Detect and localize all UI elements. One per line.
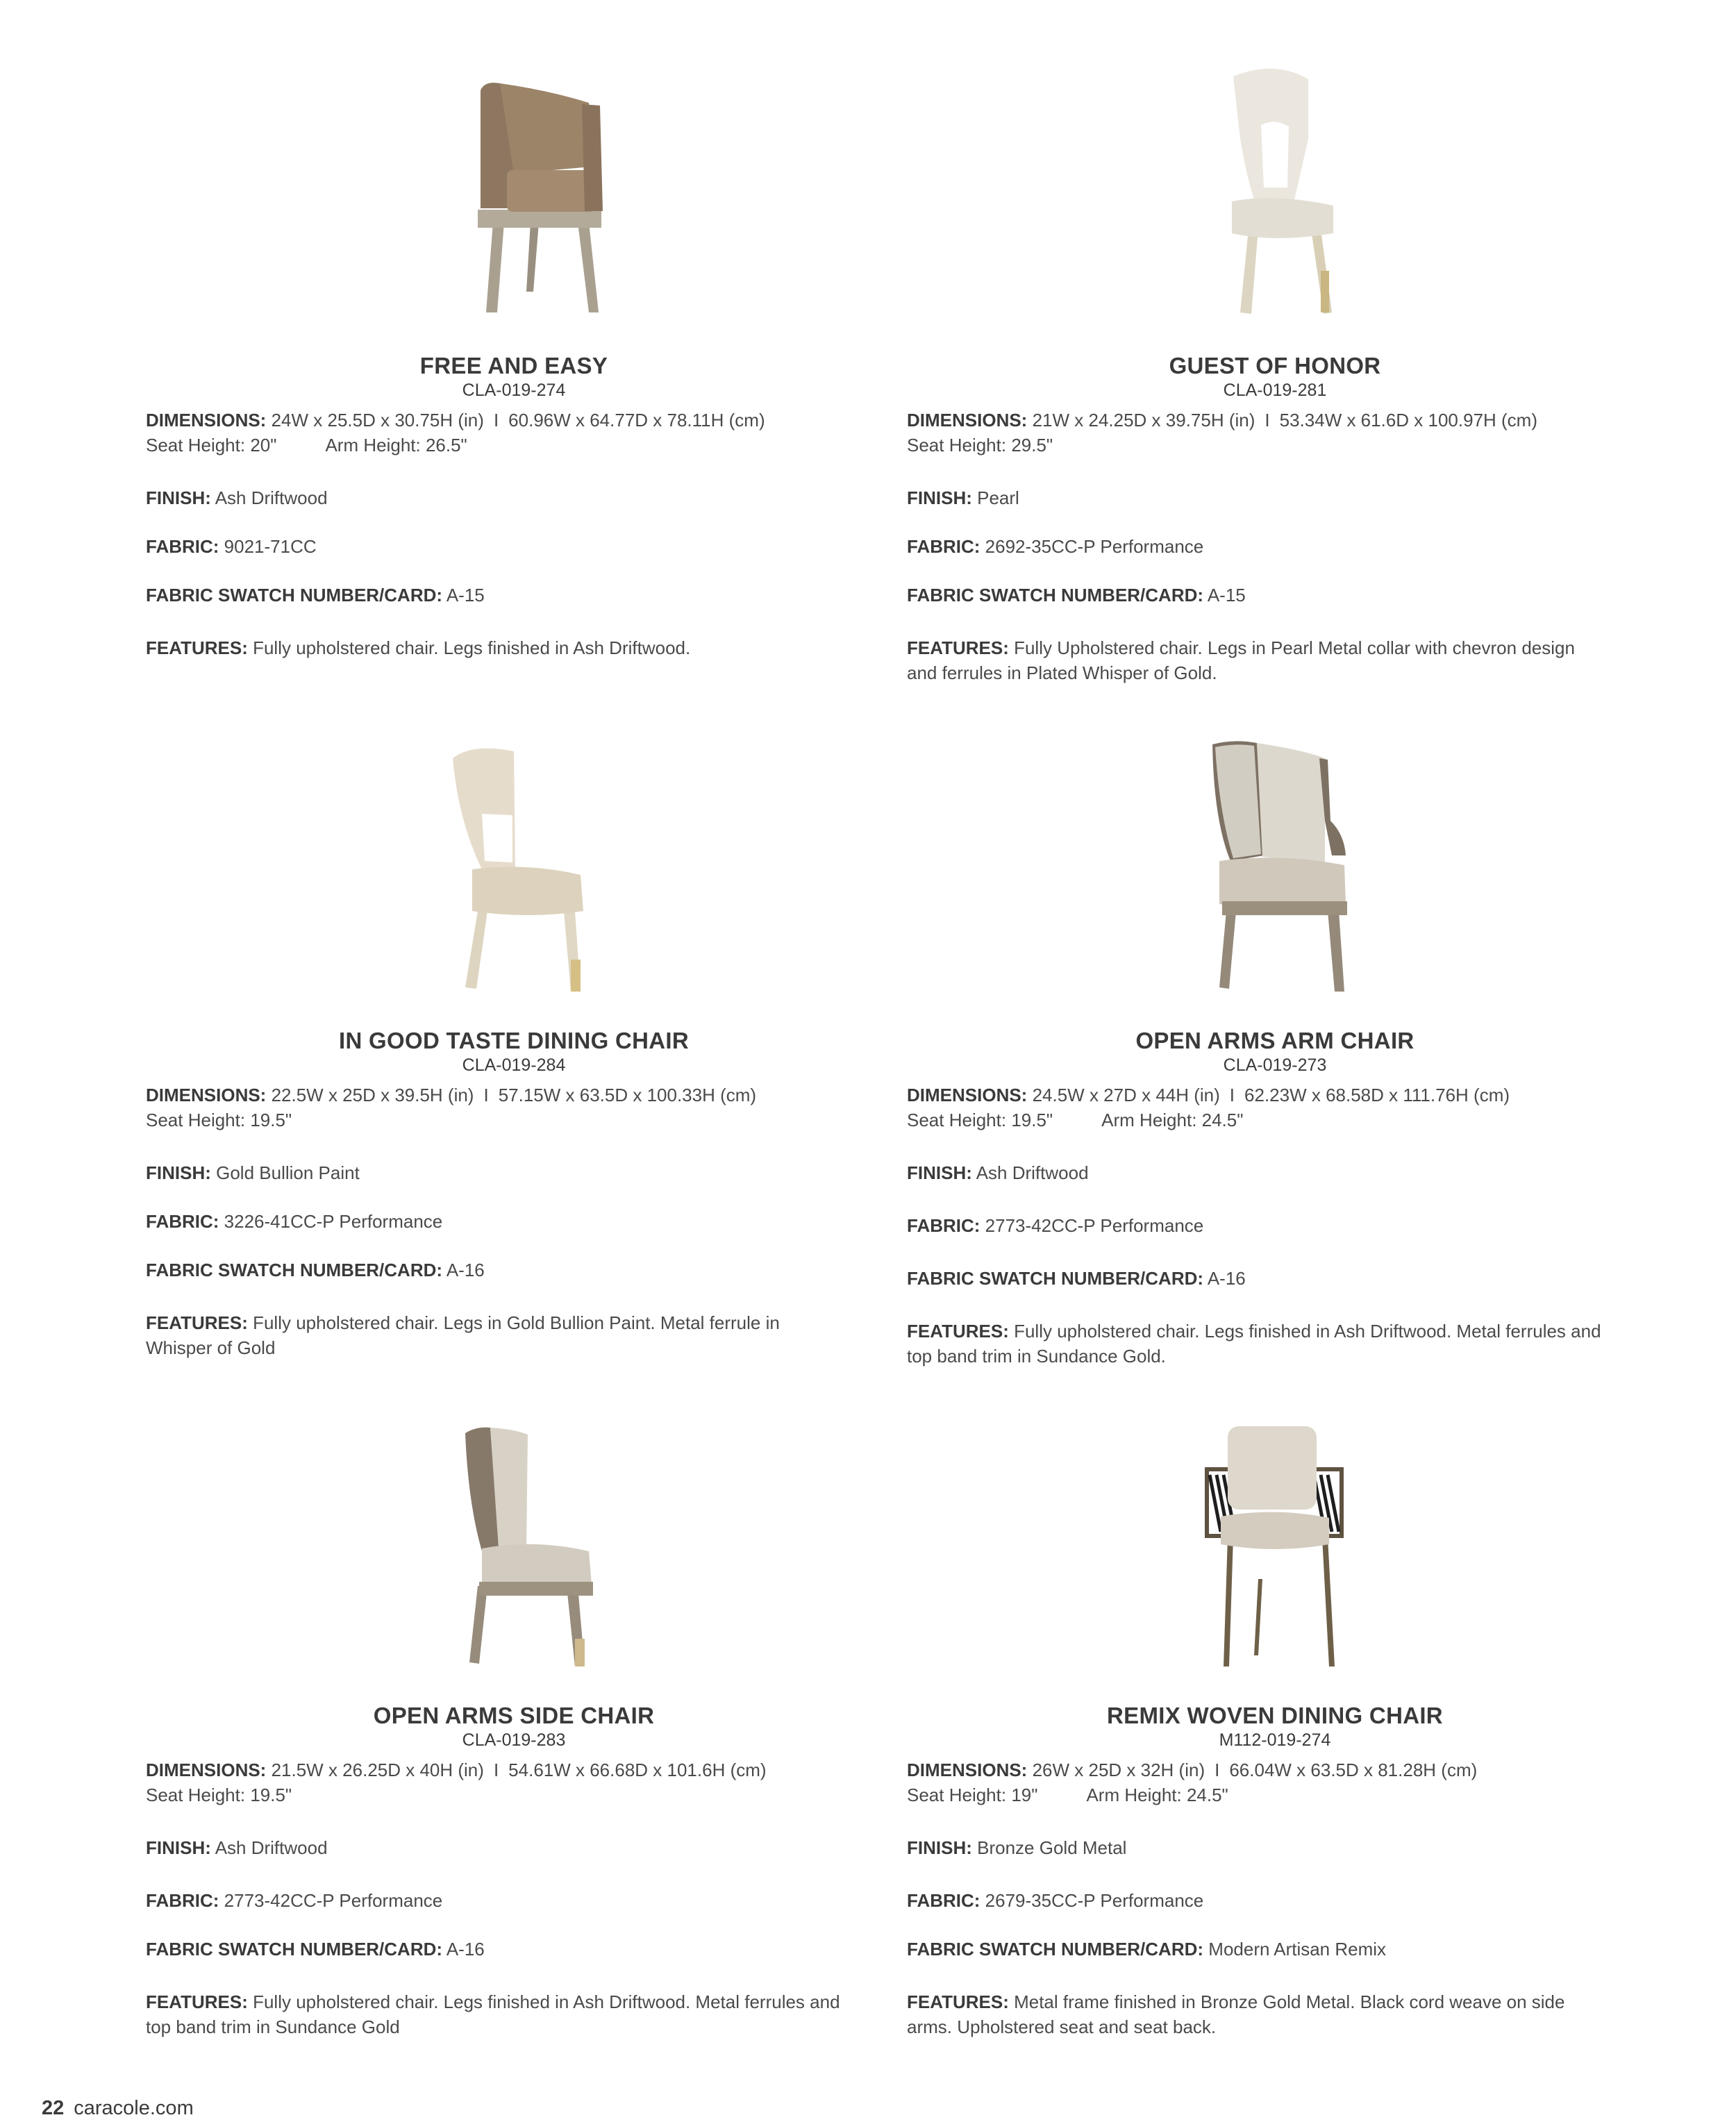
product-code: CLA-019-273 (1223, 1055, 1327, 1075)
dimensions-label: DIMENSIONS: (907, 410, 1028, 431)
swatch-line (907, 1937, 1643, 1962)
fabric-value: 2773-42CC-P Performance (985, 1215, 1204, 1236)
page-number: 22 (42, 2097, 65, 2119)
swatch-line (146, 583, 882, 608)
features-line (146, 635, 847, 660)
website-link[interactable]: caracole.com (74, 2097, 194, 2119)
fabric-label: FABRIC: (907, 536, 980, 557)
arm-height: Arm Height: 26.5" (325, 435, 467, 456)
separator: I (1265, 410, 1270, 431)
features-line (907, 1989, 1608, 2039)
fabric-label: FABRIC: (907, 1215, 980, 1236)
dimensions-label: DIMENSIONS: (146, 1085, 267, 1105)
dimensions-cm: 60.96W x 64.77D x 78.11H (cm) (508, 410, 765, 431)
product-name: IN GOOD TASTE DINING CHAIR (338, 1028, 690, 1053)
heights-line (907, 433, 1643, 458)
product-card (146, 62, 882, 660)
fabric-line (146, 534, 882, 559)
dimensions-inches: 24W x 25.5D x 30.75H (in) (271, 410, 484, 431)
fabric-label: FABRIC: (146, 536, 219, 557)
finish-value: Bronze Gold Metal (977, 1837, 1127, 1858)
fabric-label: FABRIC: (146, 1890, 219, 1911)
product-code: M112-019-274 (1219, 1730, 1331, 1750)
arm-height: Arm Height: 24.5" (1086, 1785, 1228, 1805)
finish-line (907, 1160, 1643, 1185)
dimensions-label: DIMENSIONS: (146, 1760, 267, 1780)
fabric-line (907, 534, 1643, 559)
dimensions-cm: 53.34W x 61.6D x 100.97H (cm) (1279, 410, 1538, 431)
finish-value: Ash Driftwood (215, 487, 328, 508)
finish-line (907, 1835, 1643, 1860)
product-code: CLA-019-274 (462, 381, 566, 400)
features-value: Fully upholstered chair. Legs finished in Ash Driftwood. (253, 637, 691, 658)
swatch-line (907, 583, 1643, 608)
features-value: Metal frame finished in Bronze Gold Metal. Black cord weave on side arms. Upholstered seat and seat back. (907, 1991, 1565, 2037)
finish-value: Gold Bullion Paint (216, 1162, 360, 1183)
dimensions-inches: 24.5W x 27D x 44H (in) (1032, 1085, 1220, 1105)
fabric-line (146, 1888, 882, 1913)
dimensions-line (907, 1757, 1643, 1782)
product-card (907, 1412, 1643, 2039)
swatch-value: A-16 (446, 1260, 485, 1280)
swatch-value: A-16 (446, 1939, 485, 1960)
product-photo-free-and-easy (146, 62, 882, 326)
heights-line (146, 1782, 882, 1807)
product-photo-guest-of-honor (907, 62, 1643, 326)
product-photo-open-arms-side-chair (146, 1412, 882, 1676)
swatch-label: FABRIC SWATCH NUMBER/CARD: (907, 1268, 1204, 1289)
finish-value: Pearl (977, 487, 1019, 508)
fabric-line (146, 1209, 882, 1234)
dimensions-inches: 21W x 24.25D x 39.75H (in) (1032, 410, 1255, 431)
dimensions-cm: 66.04W x 63.5D x 81.28H (cm) (1229, 1760, 1478, 1780)
finish-line (907, 485, 1643, 510)
features-label: FEATURES: (146, 1312, 248, 1333)
product-code: CLA-019-283 (462, 1730, 566, 1750)
features-label: FEATURES: (907, 637, 1009, 658)
dimensions-line (907, 408, 1643, 433)
dimensions-label: DIMENSIONS: (146, 410, 267, 431)
dimensions-line (146, 1757, 882, 1782)
features-value: Fully upholstered chair. Legs finished in Ash Driftwood. Metal ferrules and top band trim in Sundance Gold. (907, 1321, 1601, 1367)
fabric-line (907, 1888, 1643, 1913)
separator: I (1215, 1760, 1220, 1780)
dimensions-inches: 22.5W x 25D x 39.5H (in) (271, 1085, 474, 1105)
finish-label: FINISH: (146, 487, 211, 508)
product-card (907, 62, 1643, 685)
dimensions-line (907, 1083, 1643, 1108)
heights-line (907, 1782, 1643, 1807)
product-name: REMIX WOVEN DINING CHAIR (1107, 1703, 1443, 1728)
swatch-value: A-15 (446, 585, 485, 605)
fabric-line (907, 1213, 1643, 1238)
swatch-label: FABRIC SWATCH NUMBER/CARD: (146, 1939, 443, 1960)
fabric-value: 2692-35CC-P Performance (985, 536, 1204, 557)
seat-height: Seat Height: 29.5" (907, 435, 1053, 456)
features-label: FEATURES: (146, 637, 248, 658)
fabric-value: 3226-41CC-P Performance (224, 1211, 443, 1232)
dimensions-inches: 21.5W x 26.25D x 40H (in) (271, 1760, 484, 1780)
separator: I (493, 1760, 499, 1780)
features-label: FEATURES: (907, 1991, 1009, 2012)
product-photo-remix-woven-dining-chair (907, 1412, 1643, 1676)
swatch-line (907, 1266, 1643, 1291)
seat-height: Seat Height: 19" (907, 1785, 1038, 1805)
features-label: FEATURES: (146, 1991, 248, 2012)
swatch-value: Modern Artisan Remix (1208, 1939, 1387, 1960)
features-line (146, 1989, 847, 2039)
swatch-value: A-15 (1207, 585, 1246, 605)
product-code: CLA-019-281 (1223, 381, 1327, 400)
swatch-label: FABRIC SWATCH NUMBER/CARD: (907, 585, 1204, 605)
heights-line (146, 1108, 882, 1133)
seat-height: Seat Height: 19.5" (146, 1110, 292, 1130)
finish-label: FINISH: (907, 1837, 972, 1858)
finish-line (146, 1835, 882, 1860)
product-card (146, 737, 882, 1360)
swatch-label: FABRIC SWATCH NUMBER/CARD: (146, 585, 443, 605)
features-line (907, 1319, 1608, 1369)
product-photo-in-good-taste-dining-chair (146, 737, 882, 1001)
product-name: OPEN ARMS ARM CHAIR (1135, 1028, 1414, 1053)
features-value: Fully upholstered chair. Legs in Gold Bullion Paint. Metal ferrule in Whisper of Gold (146, 1312, 780, 1358)
arm-height: Arm Height: 24.5" (1101, 1110, 1244, 1130)
features-line (146, 1310, 847, 1360)
seat-height: Seat Height: 20" (146, 435, 277, 456)
page-footer (42, 2097, 194, 2120)
swatch-value: A-16 (1207, 1268, 1246, 1289)
dimensions-cm: 62.23W x 68.58D x 111.76H (cm) (1244, 1085, 1510, 1105)
finish-label: FINISH: (907, 487, 972, 508)
heights-line (907, 1108, 1643, 1133)
dimensions-cm: 57.15W x 63.5D x 100.33H (cm) (498, 1085, 757, 1105)
dimensions-line (146, 1083, 882, 1108)
finish-label: FINISH: (146, 1162, 211, 1183)
fabric-label: FABRIC: (907, 1890, 980, 1911)
product-photo-open-arms-arm-chair (907, 737, 1643, 1001)
features-line (907, 635, 1608, 685)
separator: I (483, 1085, 489, 1105)
finish-line (146, 485, 882, 510)
separator: I (1229, 1085, 1235, 1105)
product-card (146, 1412, 882, 2039)
features-value: Fully Upholstered chair. Legs in Pearl Metal collar with chevron design and ferrules in Plated Whisper of Gold. (907, 637, 1575, 683)
finish-label: FINISH: (146, 1837, 211, 1858)
seat-height: Seat Height: 19.5" (146, 1785, 292, 1805)
dimensions-cm: 54.61W x 66.68D x 101.6H (cm) (508, 1760, 767, 1780)
product-name: OPEN ARMS SIDE CHAIR (373, 1703, 655, 1728)
fabric-label: FABRIC: (146, 1211, 219, 1232)
finish-label: FINISH: (907, 1162, 972, 1183)
product-name: GUEST OF HONOR (1169, 353, 1381, 378)
features-label: FEATURES: (907, 1321, 1009, 1342)
finish-line (146, 1160, 882, 1185)
heights-line (146, 433, 882, 458)
fabric-value: 2679-35CC-P Performance (985, 1890, 1204, 1911)
swatch-line (146, 1937, 882, 1962)
features-value: Fully upholstered chair. Legs finished in Ash Driftwood. Metal ferrules and top band trim in Sundance Gold (146, 1991, 840, 2037)
swatch-label: FABRIC SWATCH NUMBER/CARD: (907, 1939, 1204, 1960)
fabric-value: 2773-42CC-P Performance (224, 1890, 443, 1911)
dimensions-inches: 26W x 25D x 32H (in) (1032, 1760, 1205, 1780)
swatch-line (146, 1258, 882, 1283)
fabric-value: 9021-71CC (224, 536, 317, 557)
separator: I (493, 410, 499, 431)
finish-value: Ash Driftwood (976, 1162, 1089, 1183)
product-name: FREE AND EASY (419, 353, 608, 378)
seat-height: Seat Height: 19.5" (907, 1110, 1053, 1130)
dimensions-label: DIMENSIONS: (907, 1760, 1028, 1780)
product-code: CLA-019-284 (462, 1055, 566, 1075)
product-card (907, 737, 1643, 1369)
finish-value: Ash Driftwood (215, 1837, 328, 1858)
dimensions-line (146, 408, 882, 433)
dimensions-label: DIMENSIONS: (907, 1085, 1028, 1105)
swatch-label: FABRIC SWATCH NUMBER/CARD: (146, 1260, 443, 1280)
